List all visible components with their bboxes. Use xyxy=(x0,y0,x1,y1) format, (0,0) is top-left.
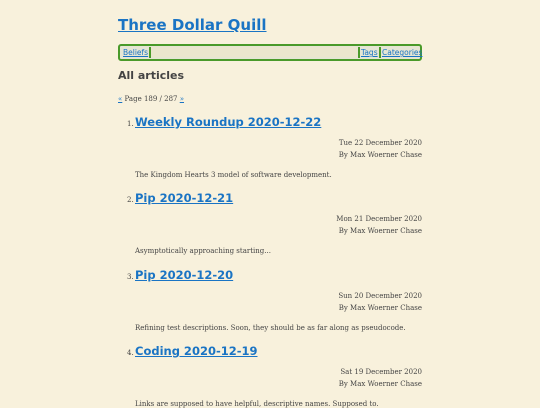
next-page-link[interactable]: » xyxy=(179,95,185,103)
pagination xyxy=(118,95,184,103)
article-number: 4. xyxy=(127,349,134,357)
article-number: 3. xyxy=(127,273,134,281)
article-title-link[interactable]: Weekly Roundup 2020-12-22 xyxy=(135,115,322,129)
page-indicator: Page 189 / 287 xyxy=(124,95,178,103)
site-title-link[interactable]: Three Dollar Quill xyxy=(118,16,267,34)
article-date: Sat 19 December 2020 xyxy=(340,368,422,376)
article-date: Tue 22 December 2020 xyxy=(338,139,422,147)
page-heading: All articles xyxy=(118,69,185,82)
article-number: 2. xyxy=(127,196,134,204)
article-author: By Max Woerner Chase xyxy=(338,227,422,235)
nav-divider xyxy=(358,47,360,58)
article-title-link[interactable]: Pip 2020-12-20 xyxy=(135,268,234,282)
article-summary: The Kingdom Hearts 3 model of software development. xyxy=(135,171,332,179)
article-number: 1. xyxy=(127,120,134,128)
article-author: By Max Woerner Chase xyxy=(338,151,422,159)
article-date: Mon 21 December 2020 xyxy=(336,215,422,223)
article-title-link[interactable]: Coding 2020-12-19 xyxy=(135,344,258,358)
nav-bar xyxy=(118,44,422,61)
search-input[interactable] xyxy=(151,47,357,57)
article-title-link[interactable]: Pip 2020-12-21 xyxy=(135,191,234,205)
nav-beliefs-link[interactable]: Beliefs xyxy=(123,48,149,57)
article-summary: Asymptotically approaching starting... xyxy=(135,247,271,255)
nav-divider xyxy=(379,47,381,58)
prev-page-link[interactable]: « xyxy=(118,95,123,103)
article-date: Sun 20 December 2020 xyxy=(338,292,422,300)
article-author: By Max Woerner Chase xyxy=(338,380,422,388)
article-summary: Refining test descriptions. Soon, they should be as far along as pseudocode. xyxy=(135,324,406,332)
article-author: By Max Woerner Chase xyxy=(338,304,422,312)
nav-categories-link[interactable]: Categories xyxy=(382,48,423,57)
nav-tags-link[interactable]: Tags xyxy=(361,48,378,57)
article-summary: Links are supposed to have helpful, descriptive names. Supposed to. xyxy=(135,400,379,408)
